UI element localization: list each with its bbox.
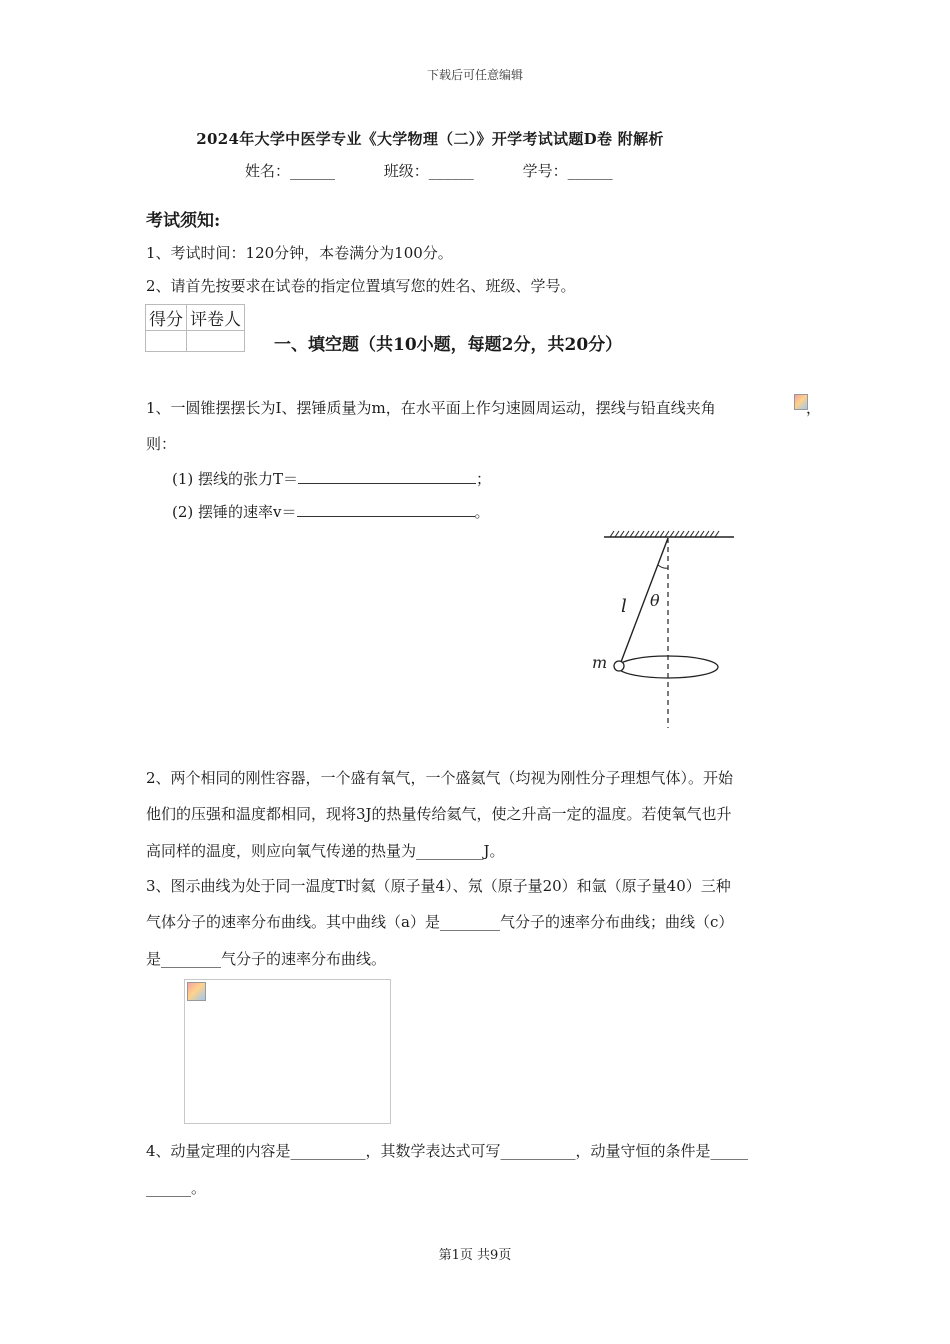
question-3-line-3: 是________气分子的速率分布曲线。 [146,950,387,968]
question-1-sub-2 [172,501,490,522]
header-note: 下载后可任意编辑 [426,68,523,82]
question-3-line-1: 3、图示曲线为处于同一温度T时氦（原子量4）、氖（原子量20）和氩（原子量40）三种 [146,877,731,895]
tension-answer-blank[interactable] [298,471,476,484]
question-2-line-3: 高同样的温度，则应向氧气传递的热量为_________J。 [146,842,505,860]
notice-title: 考试须知: [146,211,221,231]
question-1-line-2: 则： [146,435,177,453]
broken-image-icon [187,982,206,1001]
question-2-line-1: 2、两个相同的刚性容器，一个盛有氧气，一个盛氦气（均视为刚性分子理想气体）。开始 [146,769,734,787]
mass-label: m [592,653,608,672]
tension-label: (1) 摆线的张力T＝ [172,470,299,488]
score-cell [146,331,187,352]
angle-arc [658,565,668,568]
missing-figure-placeholder [184,979,391,1124]
question-4-line-2: ______。 [146,1179,207,1197]
grader-header: 评卷人 [187,305,245,331]
angle-label: θ [650,591,660,610]
question-4-line-1: 4、动量定理的内容是__________，其数学表达式可写__________，动量守恒的条件是_____ [146,1142,749,1160]
name-field-label: 姓名：______ [245,162,336,180]
exam-title: 2024年大学中医学专业《大学物理（二）》开学考试试题D卷 附解析 [196,130,664,148]
pendulum-bob [614,661,624,671]
question-1-comma: ， [806,399,822,417]
conical-pendulum-figure [586,528,746,733]
question-2-line-2: 他们的压强和温度都相同，现将3J的热量传给氦气，使之升高一定的温度。若使氧气也升 [146,805,732,823]
speed-end: 。 [474,503,490,521]
student-info-row [245,160,657,181]
question-3-line-2: 气体分子的速率分布曲线。其中曲线（a）是________气分子的速率分布曲线；曲线（c） [146,913,734,931]
section-title: 一、填空题（共10小题，每题2分，共20分） [274,335,623,355]
question-1-line-1 [146,390,716,427]
length-label: l [621,596,627,617]
score-table [145,304,245,352]
class-field-label: 班级：______ [383,162,474,180]
pendulum-string [621,538,668,662]
notice-item-1: 1、考试时间：120分钟，本卷满分为100分。 [146,244,453,262]
question-1-text: 1、一圆锥摆摆长为I、摆锤质量为m，在水平面上作匀速圆周运动，摆线与铅直线夹角 [146,399,716,417]
score-header: 得分 [146,305,187,331]
page-footer: 第1页 共9页 [438,1248,512,1263]
tension-end: ； [476,470,492,488]
question-1-sub-1 [172,468,491,489]
grader-cell [187,331,245,352]
speed-answer-blank[interactable] [297,504,475,517]
speed-label: (2) 摆锤的速率v＝ [172,503,297,521]
notice-item-2: 2、请首先按要求在试卷的指定位置填写您的姓名、班级、学号。 [146,277,576,295]
ceiling-hatching [610,531,719,537]
id-field-label: 学号：______ [522,162,613,180]
